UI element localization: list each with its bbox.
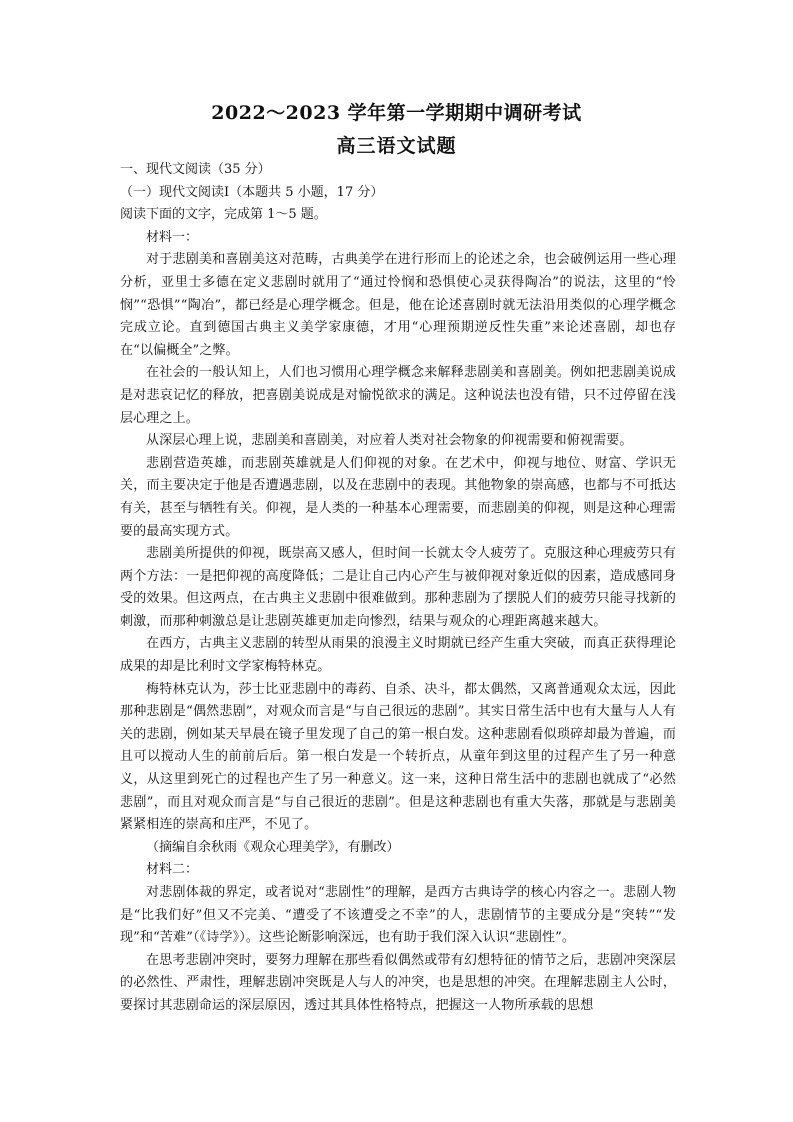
material-1-source: （摘编自余秋雨《观众心理美学》，有删改） [146,839,400,855]
section-heading: 一、现代文阅读（35 分） [120,162,271,177]
material-1-paragraph: 对于悲剧美和喜剧美这对范畴，古典美学在进行形而上的论述之余，也会破例运用一些心理分析，亚里士多德在定义悲剧时就用了“通过怜悯和恐惧使心灵获得陶冶”的说法，这里的“怜悯”“恐惧”“陶冶”，都已经是心理学概念。但是，他在论述喜剧时就无法沿用类似的心理学概念完成立论。直到德国古典主义美学家康德，才用“心理预期逆反性失重”来论述喜剧，却也存在“以偏概全”之弊。 [120,252,676,358]
exam-title: 2022～2023 学年第一学期期中调研考试 [211,102,582,124]
material-1-paragraph: 梅特林克认为，莎士比亚悲剧中的毒药、自杀、决斗，都太偶然，又离普通观众太远，因此那种悲剧是“偶然悲剧”，对观众而言是“与自己很远的悲剧”。其实日常生活中也有大量与人人有关的悲剧，例如某天早晨在镜子里发现了自己的第一根白发。这种悲剧看似琐碎却最为普遍，而且可以搅动人生的前前后后。第一根白发是一个转折点，从童年到这里的过程产生了另一种意义，从这里到死亡的过程也产生了另一种意义。这一来，这种日常生活中的悲剧也就成了“必然悲剧”，而且对观众而言是“与自己很近的悲剧”。但是这种悲剧也有重大失落，那就是与悲剧美紧紧相连的崇高和庄严，不见了。 [120,681,676,833]
material-1-paragraph: 悲剧美所提供的仰视，既崇高又感人，但时间一长就太令人疲劳了。克服这种心理疲劳只有两个方法：一是把仰视的高度降低；二是让自己内心产生与被仰视对象近似的因素，造成感同身受的效果。但这两点，在古典主义悲剧中很难做到。那种悲剧为了摆脱人们的疲劳只能寻找新的刺激，而那种刺激总是让悲剧英雄更加走向惨烈，结果与观众的心理距离越来越大。 [120,546,676,629]
material-2-label: 材料二： [146,862,199,878]
section-sub-heading: （一）现代文阅读Ⅰ（本题共 5 小题，17 分） [120,184,384,200]
material-1-paragraph: 在社会的一般认知上，人们也习惯用心理学概念来解释悲剧美和喜剧美。例如把悲剧美说成是对悲哀记忆的释放，把喜剧美说成是对愉悦欲求的满足。这种说法也没有错，只不过停留在浅层心理之上。 [120,365,676,426]
exam-body [120,159,676,1018]
exam-subtitle: 高三语文试题 [336,135,457,157]
material-1-paragraph: 悲剧营造英雄，而悲剧英雄就是人们仰视的对象。在艺术中，仰视与地位、财富、学识无关，而主要决定于他是否遭遇悲剧，以及在悲剧中的表现。其他物象的崇高感，也都与不可抵达有关，甚至与牺牲有关。仰视，是人类的一种基本心理需要，而悲剧美的仰视，则是这种心理需要的最高实现方式。 [120,455,676,539]
material-1-label: 材料一： [146,229,199,245]
material-2-paragraph: 对悲剧体裁的界定，或者说对“悲剧性”的理解，是西方古典诗学的核心内容之一。悲剧人物是“比我们好”但又不完美、“遭受了不该遭受之不幸”的人，悲剧情节的主要成分是“突转”“发现”和“苦难”（《诗学》）。这些论断影响深远，也有助于我们深入认识“悲剧性”。 [120,885,676,946]
material-1-paragraph: 在西方，古典主义悲剧的转型从雨果的浪漫主义时期就已经产生重大突破，而真正获得理论成果的却是比利时文学家梅特林克。 [120,636,676,675]
material-2-paragraph: 在思考悲剧冲突时，要努力理解在那些看似偶然或带有幻想特征的情节之后，悲剧冲突深层的必然性、严肃性，理解悲剧冲突既是人与人的冲突，也是思想的冲突。在理解悲剧主人公时，要探讨其悲剧命运的深层原因，透过其具体性格特点，把握这一人物所承载的思想 [120,952,676,1013]
reading-instruction: 阅读下面的文字，完成第 1～5 题。 [120,207,327,223]
material-1-paragraph: 从深层心理上说，悲剧美和喜剧美，对应着人类对社会物象的仰视需要和俯视需要。 [146,433,633,449]
